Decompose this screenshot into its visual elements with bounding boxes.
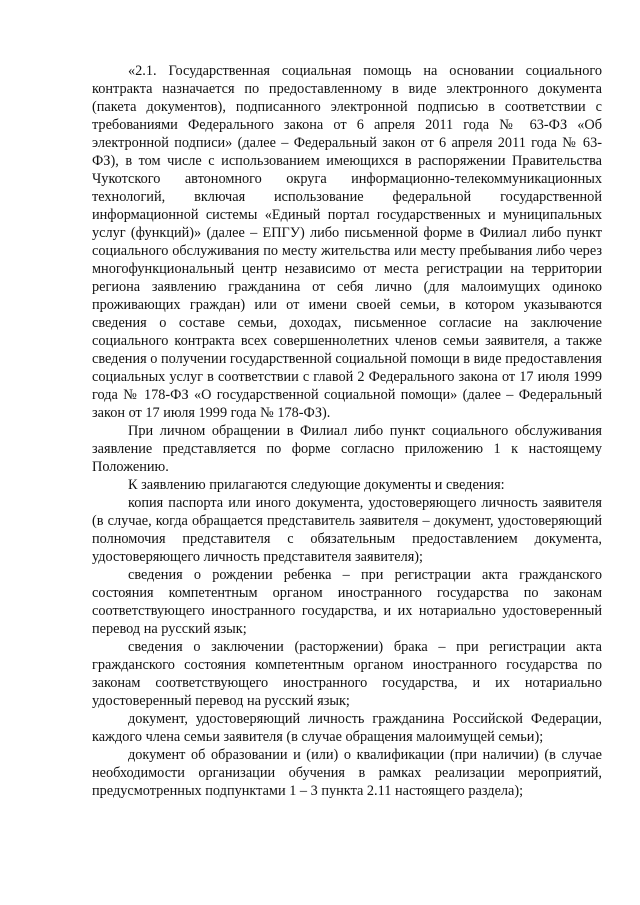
paragraph-2-1: «2.1. Государственная социальная помощь на основании социального контракта назначается по предоставленному в виде электронного документа (пакета документов), подписанного электронной подписью в соответствии с требованиями Федерального закона от 6 апреля 2011 года № 63-ФЗ «Об электронной подписи» (далее – Федеральный закон от 6 апреля 2011 года № 63-ФЗ), в том числе с использованием имеющихся в распоряжении Правительства Чукотского автономного округа информационно-телекоммуникационных технологий, включая использование федеральной государственной информационной системы «Единый портал государственных и муниципальных услуг (функций)» (далее – ЕПГУ) либо письменной форме в Филиал либо пункт социального обслуживания по месту жительства или месту пребывания либо через многофункциональный центр независимо от места регистрации на территории региона заявлению гражданина от себя лично (для малоимущих одиноко проживающих граждан) или от имени своей семьи, в котором указываются сведения о составе семьи, доходах, письменное согласие на заключение социального контракта всех совершеннолетних членов семьи заявителя, а также сведения о получении государственной социальной помощи в виде предоставления социальных услуг в соответствии с главой 2 Федерального закона от 17 июля 1999 года № 178-ФЗ «О государственной социальной помощи» (далее – Федеральный закон от 17 июля 1999 года № 178-ФЗ).: [92, 63, 602, 421]
paragraph-attachments-intro: К заявлению прилагаются следующие документы и сведения:: [128, 477, 505, 493]
list-item-education-document: документ об образовании и (или) о квалификации (при наличии) (в случае необходимости организации обучения в рамках реализации мероприятий, предусмотренных подпунктами 1 – 3 пункта 2.11 настоящего раздела);: [92, 747, 602, 799]
document-page: [92, 62, 602, 800]
list-item-passport-copy: копия паспорта или иного документа, удостоверяющего личность заявителя (в случае, когда обращается представитель заявителя – документ, удостоверяющий полномочия представителя с обязательным предоставлением документа, удостоверяющего личность представителя заявителя);: [92, 495, 602, 565]
list-item-identity-document: документ, удостоверяющий личность гражданина Российской Федерации, каждого члена семьи заявителя (в случае обращения малоимущей семьи);: [92, 711, 602, 745]
list-item-birth-info: сведения о рождении ребенка – при регистрации акта гражданского состояния компетентным органом иностранного государства по законам соответствующего иностранного государства, и их нотариально удостоверенный перевод на русский язык;: [92, 567, 602, 637]
list-item-marriage-info: сведения о заключении (расторжении) брака – при регистрации акта гражданского состояния компетентным органом иностранного государства по законам соответствующего иностранного государства, и их нотариально удостоверенный перевод на русский язык;: [92, 639, 602, 709]
paragraph-personal-appeal: При личном обращении в Филиал либо пункт социального обслуживания заявление представляется по форме согласно приложению 1 к настоящему Положению.: [92, 423, 602, 475]
